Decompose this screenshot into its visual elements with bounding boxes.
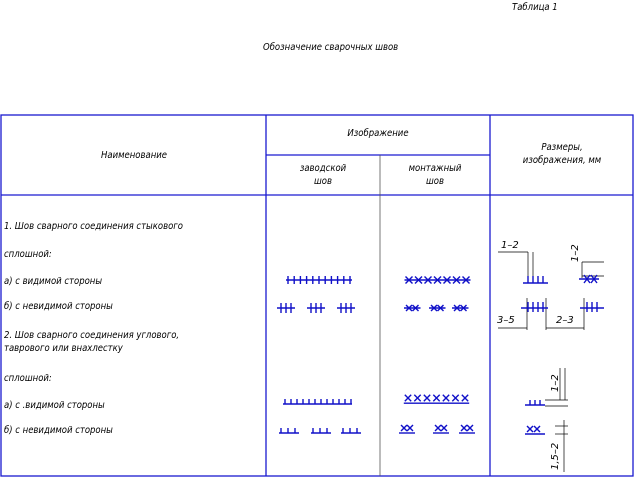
row-butt-hidden: б) с невидимой стороны xyxy=(4,301,113,312)
row-butt-continuous: сплошной: xyxy=(4,249,52,260)
mount-butt-hidden-symbol xyxy=(404,305,469,311)
header-factory-line1: заводской xyxy=(299,163,347,174)
header-sizes-line1: Размеры, xyxy=(541,142,583,153)
factory-butt-visible-symbol xyxy=(286,276,352,284)
row-butt-visible: а) с видимой стороны xyxy=(4,276,103,287)
factory-butt-hidden-symbol xyxy=(277,303,355,313)
dim-fillet-height: 1–2 xyxy=(550,374,561,392)
row-fillet-hidden: б) с невидимой стороны xyxy=(4,425,113,436)
dim-fillet-leg: 1,5–2 xyxy=(550,442,561,470)
header-factory-line2: шов xyxy=(313,176,332,187)
dim-butt-gap: 1–2 xyxy=(501,240,519,251)
header-mount-line1: монтажный xyxy=(408,163,462,174)
mount-fillet-visible-symbol xyxy=(404,395,469,403)
row-butt-weld-title: 1. Шов сварного соединения стыкового xyxy=(4,221,183,232)
row-fillet-title-line2: таврового или внахлестку xyxy=(4,343,123,354)
mount-butt-visible-symbol xyxy=(405,277,471,284)
dim-butt-height: 1–2 xyxy=(570,244,581,262)
factory-fillet-visible-symbol xyxy=(283,399,352,404)
header-mount-line2: шов xyxy=(425,176,444,187)
header-name: Наименование xyxy=(100,150,168,161)
fillet-dimension-drawing xyxy=(525,368,568,472)
row-fillet-continuous: сплошной: xyxy=(4,373,52,384)
header-image: Изображение xyxy=(347,128,409,139)
header-sizes-line2: изображения, мм xyxy=(522,155,602,166)
row-fillet-visible: а) с .видимой стороны xyxy=(4,400,105,411)
butt-dimension-drawing xyxy=(497,240,604,330)
dim-butt-length: 3–5 xyxy=(497,315,515,326)
dim-butt-spacing: 2–3 xyxy=(556,315,574,326)
row-fillet-title-line1: 2. Шов сварного соединения углового, xyxy=(4,330,180,341)
factory-fillet-hidden-symbol xyxy=(279,428,361,433)
table-label: Таблица 1 xyxy=(512,2,558,13)
mount-fillet-hidden-symbol xyxy=(399,425,475,433)
table-caption: Обозначение сварочных швов xyxy=(263,42,399,53)
